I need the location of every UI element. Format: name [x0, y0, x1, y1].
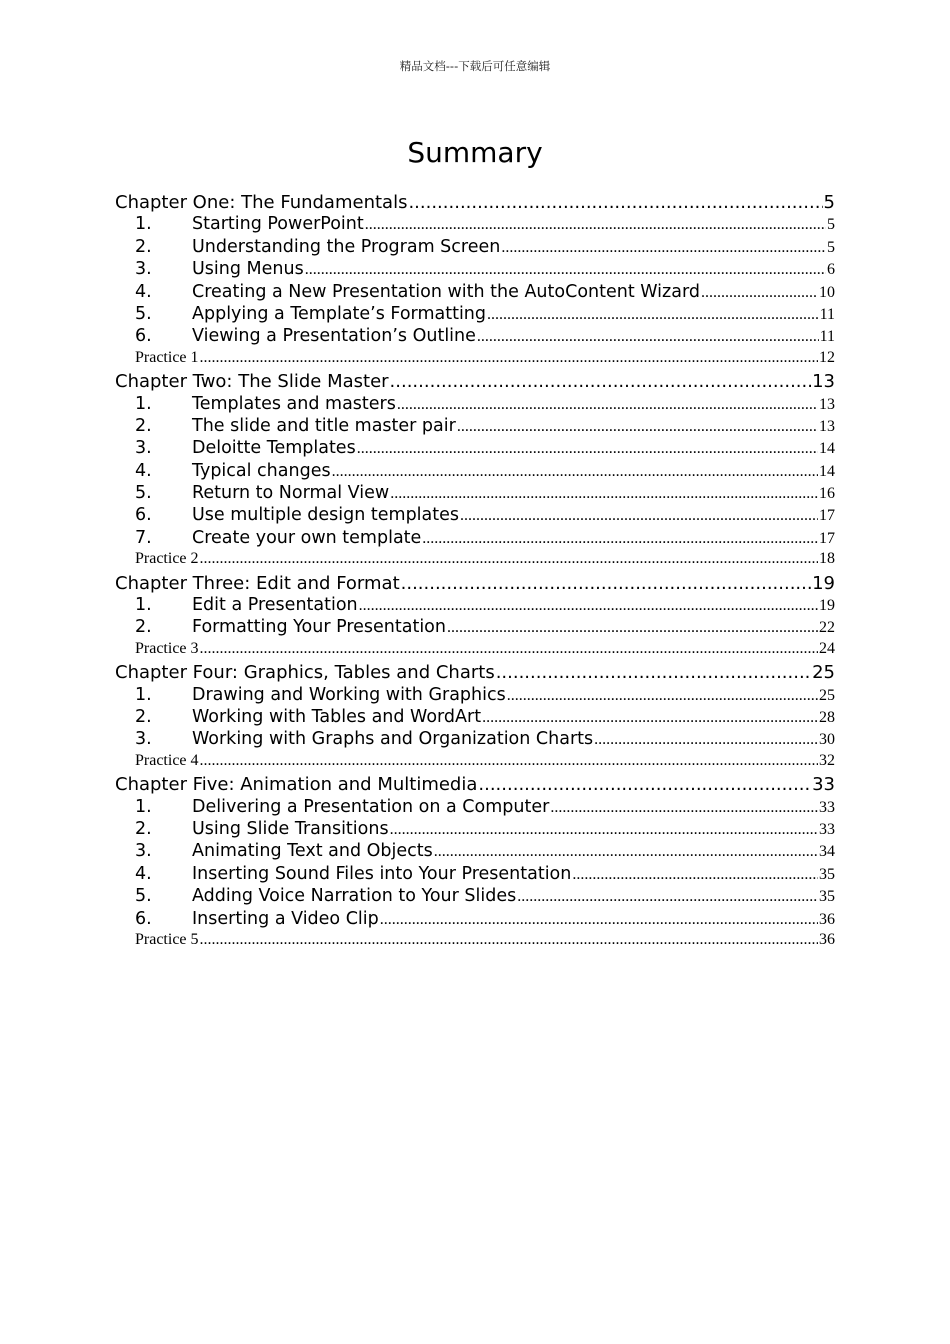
toc-item-number: 4.	[135, 460, 152, 481]
toc-entry-title: Deloitte Templates	[192, 438, 356, 459]
dot-leader	[200, 752, 818, 770]
dot-leader	[200, 349, 818, 367]
dot-leader	[447, 619, 818, 637]
toc-item-number: 4.	[135, 863, 152, 884]
toc-page-number: 36	[819, 910, 835, 928]
toc-item-number: 1.	[135, 796, 152, 817]
toc-item-number: 3.	[135, 729, 152, 750]
toc-entry-title: Using Slide Transitions	[192, 818, 389, 839]
toc-entry-title: Inserting Sound Files into Your Presentation	[192, 863, 572, 884]
toc-entry-title: Applying a Template’s Formatting	[192, 303, 487, 324]
toc-item-number: 6.	[135, 505, 152, 526]
toc-item-number: 3.	[135, 259, 152, 280]
dot-leader	[478, 774, 811, 795]
toc-item-number: 2.	[135, 706, 152, 727]
toc-item[interactable]	[115, 617, 835, 639]
toc-entry-title: Chapter Two: The Slide Master	[115, 371, 389, 393]
toc-entry-title: Create your own template	[192, 527, 422, 548]
dot-leader	[332, 463, 818, 481]
toc-entry-title: Return to Normal View	[192, 483, 390, 504]
dot-leader	[397, 396, 818, 414]
toc-page-number: 18	[819, 550, 835, 568]
toc-item-number: 2.	[135, 818, 152, 839]
toc-chapter[interactable]	[115, 774, 835, 796]
toc-item-number: 2.	[135, 617, 152, 638]
dot-leader	[460, 507, 818, 525]
toc-item[interactable]	[115, 259, 835, 281]
toc-page-number: 14	[819, 440, 835, 458]
toc-item[interactable]	[115, 819, 835, 841]
dot-leader	[357, 440, 818, 458]
toc-entry-title: Practice 1	[135, 348, 199, 366]
dot-leader	[200, 640, 818, 658]
dot-leader	[594, 731, 818, 749]
toc-chapter[interactable]	[115, 573, 835, 595]
toc-item[interactable]	[115, 237, 835, 259]
toc-item-number: 7.	[135, 527, 152, 548]
toc-item[interactable]	[115, 797, 835, 819]
dot-leader	[434, 843, 818, 861]
toc-entry-title: Chapter One: The Fundamentals	[115, 192, 408, 213]
toc-page-number: 14	[819, 462, 835, 480]
dot-leader	[380, 911, 818, 929]
dot-leader	[550, 799, 818, 817]
dot-leader	[200, 550, 818, 568]
toc-entry-title: Starting PowerPoint	[192, 214, 364, 235]
toc-chapter[interactable]	[115, 371, 835, 393]
toc-page-number: 13	[819, 417, 835, 435]
toc-item-number: 2.	[135, 236, 152, 257]
toc-page-number: 5	[827, 216, 835, 234]
toc-page-number: 36	[819, 930, 835, 948]
toc-item-number: 1.	[135, 393, 152, 414]
toc-entry-title: The slide and title master pair	[192, 415, 456, 436]
dot-leader	[408, 192, 822, 213]
toc-entry-title: Practice 2	[135, 550, 199, 568]
toc-item[interactable]	[115, 438, 835, 460]
toc-entry-title: Adding Voice Narration to Your Slides	[192, 886, 517, 907]
dot-leader	[487, 306, 819, 324]
toc-page-number: 25	[819, 686, 835, 704]
toc-item[interactable]	[115, 483, 835, 505]
toc-entry-title: Edit a Presentation	[192, 595, 358, 616]
toc-entry-title: Formatting Your Presentation	[192, 617, 446, 638]
toc-chapter[interactable]	[115, 662, 835, 684]
toc-page-number: 32	[819, 751, 835, 769]
toc-item[interactable]	[115, 416, 835, 438]
toc-item[interactable]	[115, 326, 835, 348]
toc-page-number: 33	[819, 798, 835, 816]
toc-practice[interactable]	[115, 640, 835, 662]
toc-page-number: 19	[812, 572, 835, 594]
toc-page-number: 30	[819, 731, 835, 749]
toc-item[interactable]	[115, 528, 835, 550]
toc-chapter[interactable]	[115, 192, 835, 214]
toc-page-number: 5	[823, 192, 835, 213]
toc-page-number: 11	[819, 328, 835, 346]
toc-entry-title: Delivering a Presentation on a Computer	[192, 796, 550, 817]
toc-item-number: 5.	[135, 483, 152, 504]
dot-leader	[501, 239, 826, 257]
toc-entry-title: Working with Tables and WordArt	[192, 706, 482, 727]
toc-page-number: 35	[819, 888, 835, 906]
toc-page-number: 17	[819, 507, 835, 525]
dot-leader	[517, 888, 818, 906]
toc-item-number: 2.	[135, 415, 152, 436]
toc-item-number: 1.	[135, 214, 152, 235]
toc-entry-title: Viewing a Presentation’s Outline	[192, 326, 476, 347]
toc-page-number: 12	[819, 348, 835, 366]
toc-item-number: 6.	[135, 326, 152, 347]
toc-entry-title: Inserting a Video Clip	[192, 908, 379, 929]
dot-leader	[507, 687, 818, 705]
toc-page-number: 34	[819, 843, 835, 861]
toc-page-number: 13	[819, 395, 835, 413]
toc-page-number: 35	[819, 865, 835, 883]
toc-item-number: 3.	[135, 841, 152, 862]
toc-entry-title: Creating a New Presentation with the AutoContent Wizard	[192, 281, 700, 302]
toc-item-number: 1.	[135, 684, 152, 705]
dot-leader	[496, 662, 811, 683]
dot-leader	[365, 216, 826, 234]
toc-entry-title: Practice 5	[135, 930, 199, 948]
toc-entry-title: Typical changes	[192, 460, 331, 481]
toc-item[interactable]	[115, 864, 835, 886]
toc-practice[interactable]	[115, 349, 835, 371]
toc-entry-title: Use multiple design templates	[192, 505, 460, 526]
toc-item[interactable]	[115, 282, 835, 304]
toc-practice[interactable]	[115, 752, 835, 774]
toc-item[interactable]	[115, 505, 835, 527]
toc-page-number: 13	[812, 371, 835, 393]
toc-page-number: 16	[819, 485, 835, 503]
toc-item[interactable]	[115, 394, 835, 416]
dot-leader	[422, 530, 818, 548]
dot-leader	[390, 485, 818, 503]
toc-page-number: 22	[819, 619, 835, 637]
toc-entry-title: Using Menus	[192, 259, 304, 280]
toc-entry-title: Understanding the Program Screen	[192, 236, 501, 257]
toc-item-number: 3.	[135, 438, 152, 459]
dot-leader	[390, 371, 812, 392]
toc-item-number: 5.	[135, 886, 152, 907]
toc-item-number: 4.	[135, 281, 152, 302]
page-title: Summary	[407, 136, 543, 169]
toc-page-number: 10	[819, 283, 835, 301]
toc-entry-title: Practice 3	[135, 639, 199, 657]
toc-page-number: 33	[819, 820, 835, 838]
toc-page-number: 17	[819, 529, 835, 547]
page-header: 精品文档---下载后可任意编辑	[399, 59, 551, 73]
toc-item[interactable]	[115, 707, 835, 729]
toc-page-number: 24	[819, 639, 835, 657]
dot-leader	[457, 418, 818, 436]
dot-leader	[572, 866, 818, 884]
toc-item[interactable]	[115, 304, 835, 326]
toc-item-number: 5.	[135, 303, 152, 324]
dot-leader	[359, 597, 818, 615]
toc-item[interactable]	[115, 685, 835, 707]
dot-leader	[482, 709, 818, 727]
toc-item[interactable]	[115, 461, 835, 483]
toc-page-number: 33	[812, 774, 835, 796]
dot-leader	[305, 261, 826, 279]
table-of-contents	[115, 192, 835, 953]
toc-practice[interactable]	[115, 550, 835, 572]
toc-entry-title: Drawing and Working with Graphics	[192, 684, 506, 705]
toc-entry-title: Practice 4	[135, 751, 199, 769]
toc-page-number: 6	[827, 261, 835, 279]
toc-item[interactable]	[115, 841, 835, 863]
toc-page-number: 28	[819, 708, 835, 726]
toc-item[interactable]	[115, 214, 835, 236]
dot-leader	[701, 284, 818, 302]
toc-entry-title: Animating Text and Objects	[192, 841, 433, 862]
dot-leader	[200, 931, 818, 949]
toc-entry-title: Chapter Four: Graphics, Tables and Charts	[115, 662, 495, 684]
toc-item[interactable]	[115, 909, 835, 931]
toc-entry-title: Working with Graphs and Organization Charts	[192, 729, 594, 750]
toc-item[interactable]	[115, 595, 835, 617]
dot-leader	[401, 573, 811, 594]
toc-page-number: 11	[819, 305, 835, 323]
toc-page-number: 5	[827, 238, 835, 256]
toc-item[interactable]	[115, 729, 835, 751]
toc-item-number: 6.	[135, 908, 152, 929]
toc-page-number: 25	[812, 662, 835, 684]
toc-entry-title: Chapter Three: Edit and Format	[115, 572, 400, 594]
toc-page-number: 19	[819, 597, 835, 615]
toc-entry-title: Templates and masters	[192, 393, 396, 414]
toc-item-number: 1.	[135, 595, 152, 616]
toc-entry-title: Chapter Five: Animation and Multimedia	[115, 774, 478, 796]
dot-leader	[477, 328, 819, 346]
dot-leader	[390, 821, 818, 839]
toc-item[interactable]	[115, 886, 835, 908]
toc-practice[interactable]	[115, 931, 835, 953]
